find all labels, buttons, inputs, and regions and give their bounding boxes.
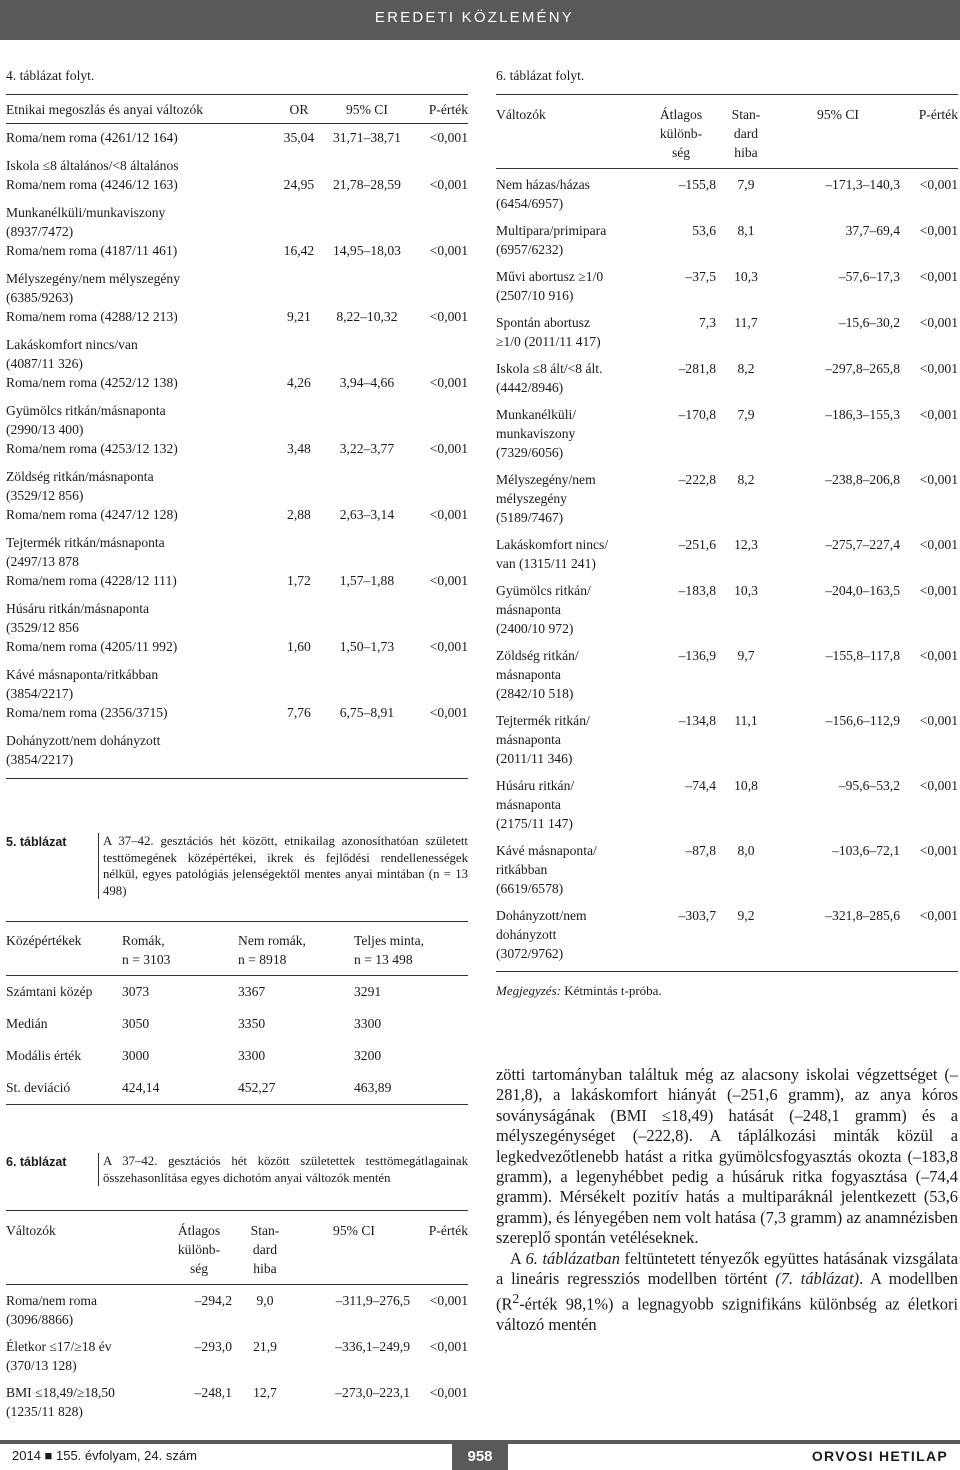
cell-value: 10,8 (734, 778, 758, 793)
table5-label: 5. táblázat (6, 835, 67, 849)
table6-header: Átlagos különb- ség (177, 1223, 221, 1276)
cell-value: –273,0–223,1 (335, 1385, 410, 1400)
cell-value: –57,6–17,3 (838, 269, 900, 284)
row-label: Gyümölcs ritkán/ másnaponta (2400/10 972) (496, 583, 591, 636)
cell-value: <0,001 (919, 908, 958, 923)
cell-p: <0,001 (429, 441, 468, 456)
cell-value: –204,0–163,5 (825, 583, 900, 598)
cell-value: –222,8 (678, 472, 716, 487)
row-label: Roma/nem roma (3096/8866) (6, 1293, 97, 1327)
table5 (6, 922, 468, 1105)
table-row (6, 1383, 468, 1429)
cell-value: –281,8 (678, 361, 716, 376)
cell-value: 37,7–69,4 (845, 223, 900, 238)
row-label: Tejtermék ritkán/ másnaponta (2011/11 346) (496, 713, 590, 766)
cell-value: 21,9 (253, 1339, 277, 1354)
cell-ci: 3,22–3,77 (339, 441, 395, 456)
cell-value: 9,0 (256, 1293, 274, 1308)
cell-value: –186,3–155,3 (825, 407, 900, 422)
row-label: Modális érték (6, 1048, 82, 1063)
cell-value: 3050 (122, 1016, 150, 1031)
table-row (6, 401, 468, 467)
right-column (496, 66, 958, 1000)
left-column (6, 66, 468, 1429)
cell-value: <0,001 (919, 407, 958, 422)
cell-value: –336,1–249,9 (335, 1339, 410, 1354)
paragraph-1: zötti tartományban találtuk még az alacsony iskolai végzettséget (–281,8), a lakáskomfort hiányát (–251,6 gramm), az anya kóros soványságának (BMI ≤18,49) hatását (–248,1 gramm) és a mélyszegénységet (–222,8). A táplálkozási minták közül a legkedvezőtlenebb hatást a ritka gyümölcsfogyasztás okozta (–183,8 gramm), a legenyhébbet pedig a húsáruk ritka fogyasztása (–74,4 gramm). Mérsékelt pozitív hatás a multiparáknál jelentkezett (53,6 gramm), és lényegében nem volt hatása (7,3 gramm) az anamnézisben szereplő spontán vetéléseknek. (496, 1065, 958, 1248)
cell-value: 7,9 (737, 177, 755, 192)
cell-value: 3000 (122, 1048, 150, 1063)
cell-value: 9,7 (737, 648, 755, 663)
cell-p: <0,001 (429, 507, 468, 522)
table-row (496, 470, 958, 535)
table5-caption: A 37–42. gesztációs hét között, etnikailag azonosíthatóan született testtömegének középértékei, ikrek és fejlődési rendellenességek nélkül, egyes patológiás jelenségektől mentes anyai mintában (n = 13 498) (98, 833, 468, 899)
table-row (6, 1072, 468, 1105)
table4-header-ci: 95% CI (345, 102, 388, 117)
table4-header-var: Etnikai megoszlás és anyai változók (6, 102, 204, 117)
cell-or: 4,26 (287, 375, 311, 390)
journal-header-bar (0, 0, 960, 40)
cell-value: 3300 (238, 1048, 266, 1063)
row-label: Mélyszegény/nem mélyszegény (5189/7467) (496, 472, 596, 525)
table4 (6, 95, 468, 779)
cell-or: 35,04 (283, 130, 315, 145)
table4-header-or: OR (289, 102, 309, 117)
cell-value: <0,001 (429, 1293, 468, 1308)
cell-ci: 3,94–4,66 (339, 375, 395, 390)
table5-header: Középértékek (6, 933, 82, 948)
cell-value: 9,2 (737, 908, 755, 923)
row-label: Kávé másnaponta/ ritkábban (6619/6578) (496, 843, 597, 896)
cell-value: <0,001 (429, 1385, 468, 1400)
cell-p: <0,001 (429, 639, 468, 654)
cell-value: 7,3 (699, 315, 716, 330)
cell-value: –171,3–140,3 (825, 177, 900, 192)
cell-value: –293,0 (194, 1339, 232, 1354)
cell-or: 16,42 (283, 243, 315, 258)
cell-value: 8,2 (737, 361, 755, 376)
cell-value: –248,1 (194, 1385, 232, 1400)
cell-value: –251,6 (678, 537, 716, 552)
table6-header: 95% CI (817, 107, 859, 122)
cell-value: 3350 (238, 1016, 266, 1031)
cell-ci: 2,63–3,14 (339, 507, 395, 522)
table-row (496, 221, 958, 267)
table-row (496, 646, 958, 711)
table5-header: Romák, n = 3103 (122, 933, 171, 967)
cell-value: <0,001 (919, 537, 958, 552)
row-label: BMI ≤18,49/≥18,50 (1235/11 828) (6, 1385, 115, 1419)
cell-value: 452,27 (238, 1080, 276, 1095)
cell-ci: 31,71–38,71 (332, 130, 401, 145)
row-label: Számtani közép (6, 984, 93, 999)
table-row (496, 535, 958, 581)
cell-or: 2,88 (287, 507, 311, 522)
cell-value: –183,8 (678, 583, 716, 598)
row-label: Húsáru ritkán/másnaponta (3529/12 856 Roma/nem roma (4205/11 992) (6, 601, 178, 654)
cell-value: 8,2 (737, 472, 755, 487)
table-row (496, 169, 958, 222)
cell-value: –238,8–206,8 (825, 472, 900, 487)
table-row (496, 581, 958, 646)
cell-value: –134,8 (678, 713, 716, 728)
cell-value: <0,001 (919, 223, 958, 238)
table6-header: Stan- dard hiba (250, 1223, 280, 1276)
cell-p (414, 731, 468, 779)
cell-value: 3073 (122, 984, 150, 999)
table-row (6, 533, 468, 599)
cell-ci: 21,78–28,59 (332, 177, 401, 192)
cell-ci: 14,95–18,03 (332, 243, 401, 258)
table-row (6, 731, 468, 779)
cell-p: <0,001 (429, 130, 468, 145)
cell-value: <0,001 (919, 843, 958, 858)
table-row (6, 599, 468, 665)
row-label: Lakáskomfort nincs/ van (1315/11 241) (496, 537, 609, 571)
cell-value: 3291 (354, 984, 382, 999)
cell-value: –297,8–265,8 (825, 361, 900, 376)
cell-value: 424,14 (122, 1080, 160, 1095)
cell-value: <0,001 (919, 472, 958, 487)
table-row (496, 405, 958, 470)
row-label: Zöldség ritkán/ másnaponta (2842/10 518) (496, 648, 579, 701)
cell-value: –155,8 (678, 177, 716, 192)
row-label: Húsáru ritkán/ másnaponta (2175/11 147) (496, 778, 575, 831)
row-label: Művi abortusz ≥1/0 (2507/10 916) (496, 269, 604, 303)
table-row (6, 124, 468, 157)
row-label: Roma/nem roma (4261/12 164) (6, 130, 178, 145)
table6-continued (496, 95, 958, 972)
cell-p: <0,001 (429, 177, 468, 192)
cell-ci: 1,57–1,88 (339, 573, 395, 588)
cell-value: –275,7–227,4 (825, 537, 900, 552)
body-text (496, 1065, 958, 1336)
table-row (6, 156, 468, 203)
table-row (6, 269, 468, 335)
row-label: Iskola ≤8 ált/<8 ált. (4442/8946) (496, 361, 603, 395)
table-row (496, 267, 958, 313)
cell-value: –103,6–72,1 (832, 843, 900, 858)
cell-ci: 1,50–1,73 (339, 639, 395, 654)
cell-or: 3,48 (287, 441, 311, 456)
cell-value: 10,3 (734, 269, 758, 284)
cell-value: <0,001 (919, 778, 958, 793)
cell-value: –74,4 (685, 778, 716, 793)
cell-or: 1,60 (287, 639, 311, 654)
page-number: 958 (452, 1444, 508, 1470)
table-row (496, 906, 958, 972)
cell-or: 24,95 (283, 177, 315, 192)
table6-header: 95% CI (333, 1223, 375, 1238)
cell-value: –311,9–276,5 (335, 1293, 410, 1308)
row-label: Munkanélküli/munkaviszony (8937/7472) Roma/nem roma (4187/11 461) (6, 205, 178, 258)
table-row (6, 1285, 468, 1338)
table-row (6, 1337, 468, 1383)
table4-header-p: P-érték (428, 102, 468, 117)
row-label: Dohányzott/nem dohányzott (3854/2217) (6, 733, 161, 767)
table5-caption-block (6, 833, 468, 899)
table6-caption: A 37–42. gesztációs hét között születettek testtömegátlagainak összehasonlítása egyes dichotóm anyai változók mentén (98, 1153, 468, 1186)
cell-value: 3200 (354, 1048, 382, 1063)
table6-header: Változók (496, 107, 546, 122)
cell-value: 11,7 (734, 315, 758, 330)
row-label: Spontán abortusz ≥1/0 (2011/11 417) (496, 315, 601, 349)
row-label: Mélyszegény/nem mélyszegény (6385/9263) Roma/nem roma (4288/12 213) (6, 271, 181, 324)
cell-value: <0,001 (919, 583, 958, 598)
row-label: Iskola ≤8 általános/<8 általános Roma/nem roma (4246/12 163) (6, 158, 179, 192)
cell-value: 12,3 (734, 537, 758, 552)
page-footer (0, 1440, 960, 1470)
cell-value: <0,001 (919, 648, 958, 663)
table-row (496, 313, 958, 359)
cell-value: –95,6–53,2 (838, 778, 900, 793)
cell-value: <0,001 (429, 1339, 468, 1354)
issue-info: 2014 ■ 155. évfolyam, 24. szám (12, 1448, 197, 1463)
row-label: Lakáskomfort nincs/van (4087/11 326) Roma/nem roma (4252/12 138) (6, 337, 178, 390)
cell-value: 3300 (354, 1016, 382, 1031)
cell-value: –170,8 (678, 407, 716, 422)
table-row (6, 665, 468, 731)
cell-ci (320, 731, 414, 779)
row-label: Tejtermék ritkán/másnaponta (2497/13 878 Roma/nem roma (4228/12 111) (6, 535, 177, 588)
table5-header: Nem romák, n = 8918 (238, 933, 306, 967)
table-row (6, 1008, 468, 1040)
row-label: Gyümölcs ritkán/másnaponta (2990/13 400) Roma/nem roma (4253/12 132) (6, 403, 178, 456)
row-label: Zöldség ritkán/másnaponta (3529/12 856) Roma/nem roma (4247/12 128) (6, 469, 178, 522)
cell-value: <0,001 (919, 361, 958, 376)
table4-caption: 4. táblázat folyt. (6, 68, 95, 83)
cell-value: –37,5 (685, 269, 716, 284)
cell-value: 12,7 (253, 1385, 277, 1400)
cell-or: 7,76 (287, 705, 311, 720)
table6-header: Átlagos különb- ség (659, 107, 703, 160)
row-label: Medián (6, 1016, 48, 1031)
cell-or: 9,21 (287, 309, 311, 324)
table5-header: Teljes minta, n = 13 498 (354, 933, 425, 967)
table6-header: Stan- dard hiba (731, 107, 761, 160)
row-label: St. deviáció (6, 1080, 71, 1095)
table6-note: Megjegyzés: Kétmintás t-próba. (496, 983, 662, 998)
table-row (6, 203, 468, 269)
cell-p: <0,001 (429, 243, 468, 258)
cell-value: <0,001 (919, 713, 958, 728)
table6-header: P-érték (428, 1223, 468, 1238)
cell-value: 463,89 (354, 1080, 392, 1095)
row-label: Életkor ≤17/≥18 év (370/13 128) (6, 1339, 112, 1373)
cell-value: 53,6 (692, 223, 716, 238)
cell-p: <0,001 (429, 573, 468, 588)
table-row (6, 976, 468, 1009)
table-row (6, 467, 468, 533)
table6 (6, 1211, 468, 1429)
cell-ci: 8,22–10,32 (336, 309, 398, 324)
table-row (6, 335, 468, 401)
table6-header: Változók (6, 1223, 56, 1238)
paragraph-2: A 6. táblázatban feltüntetett tényezők együttes hatásának vizsgálata a lineáris regressziós modellben történt (7. táblázat). A modellben ($R^2$-érték 98,1%) a legnagyobb szignifikáns különbség az életkori változó mentén (496, 1248, 959, 1335)
row-label: Multipara/primipara (6957/6232) (496, 223, 607, 257)
cell-value: –294,2 (194, 1293, 232, 1308)
table-row (496, 776, 958, 841)
section-title: EREDETI KÖZLEMÉNY (374, 9, 574, 26)
table-row (6, 1040, 468, 1072)
cell-value: –136,9 (678, 648, 716, 663)
table6-header: P-érték (918, 107, 958, 122)
cell-p: <0,001 (429, 309, 468, 324)
cell-value: –321,8–285,6 (825, 908, 900, 923)
cell-value: 10,3 (734, 583, 758, 598)
cell-value: –87,8 (685, 843, 716, 858)
cell-value: –156,6–112,9 (825, 713, 900, 728)
cell-or (278, 731, 320, 779)
cell-value: –155,8–117,8 (825, 648, 900, 663)
row-label: Nem házas/házas (6454/6957) (496, 177, 590, 211)
cell-value: 11,1 (734, 713, 758, 728)
cell-value: <0,001 (919, 177, 958, 192)
journal-name: ORVOSI HETILAP (811, 1448, 948, 1464)
row-label: Munkanélküli/ munkaviszony (7329/6056) (496, 407, 577, 460)
cell-or: 1,72 (287, 573, 311, 588)
cell-p: <0,001 (429, 375, 468, 390)
cell-value: 7,9 (737, 407, 755, 422)
cell-value: 3367 (238, 984, 266, 999)
cell-value: –303,7 (678, 908, 716, 923)
cell-value: 8,1 (737, 223, 755, 238)
cell-value: <0,001 (919, 315, 958, 330)
table-row (496, 359, 958, 405)
cell-p: <0,001 (429, 705, 468, 720)
cell-ci: 6,75–8,91 (339, 705, 395, 720)
table6-label: 6. táblázat (6, 1155, 67, 1169)
cell-value: –15,6–30,2 (838, 315, 900, 330)
table-row (496, 711, 958, 776)
row-label: Kávé másnaponta/ritkábban (3854/2217) Roma/nem roma (2356/3715) (6, 667, 168, 720)
cell-value: <0,001 (919, 269, 958, 284)
row-label: Dohányzott/nem dohányzott (3072/9762) (496, 908, 587, 961)
cell-value: 8,0 (737, 843, 755, 858)
table6cont-caption: 6. táblázat folyt. (496, 68, 585, 83)
table6-caption-block (6, 1153, 468, 1186)
table-row (496, 841, 958, 906)
